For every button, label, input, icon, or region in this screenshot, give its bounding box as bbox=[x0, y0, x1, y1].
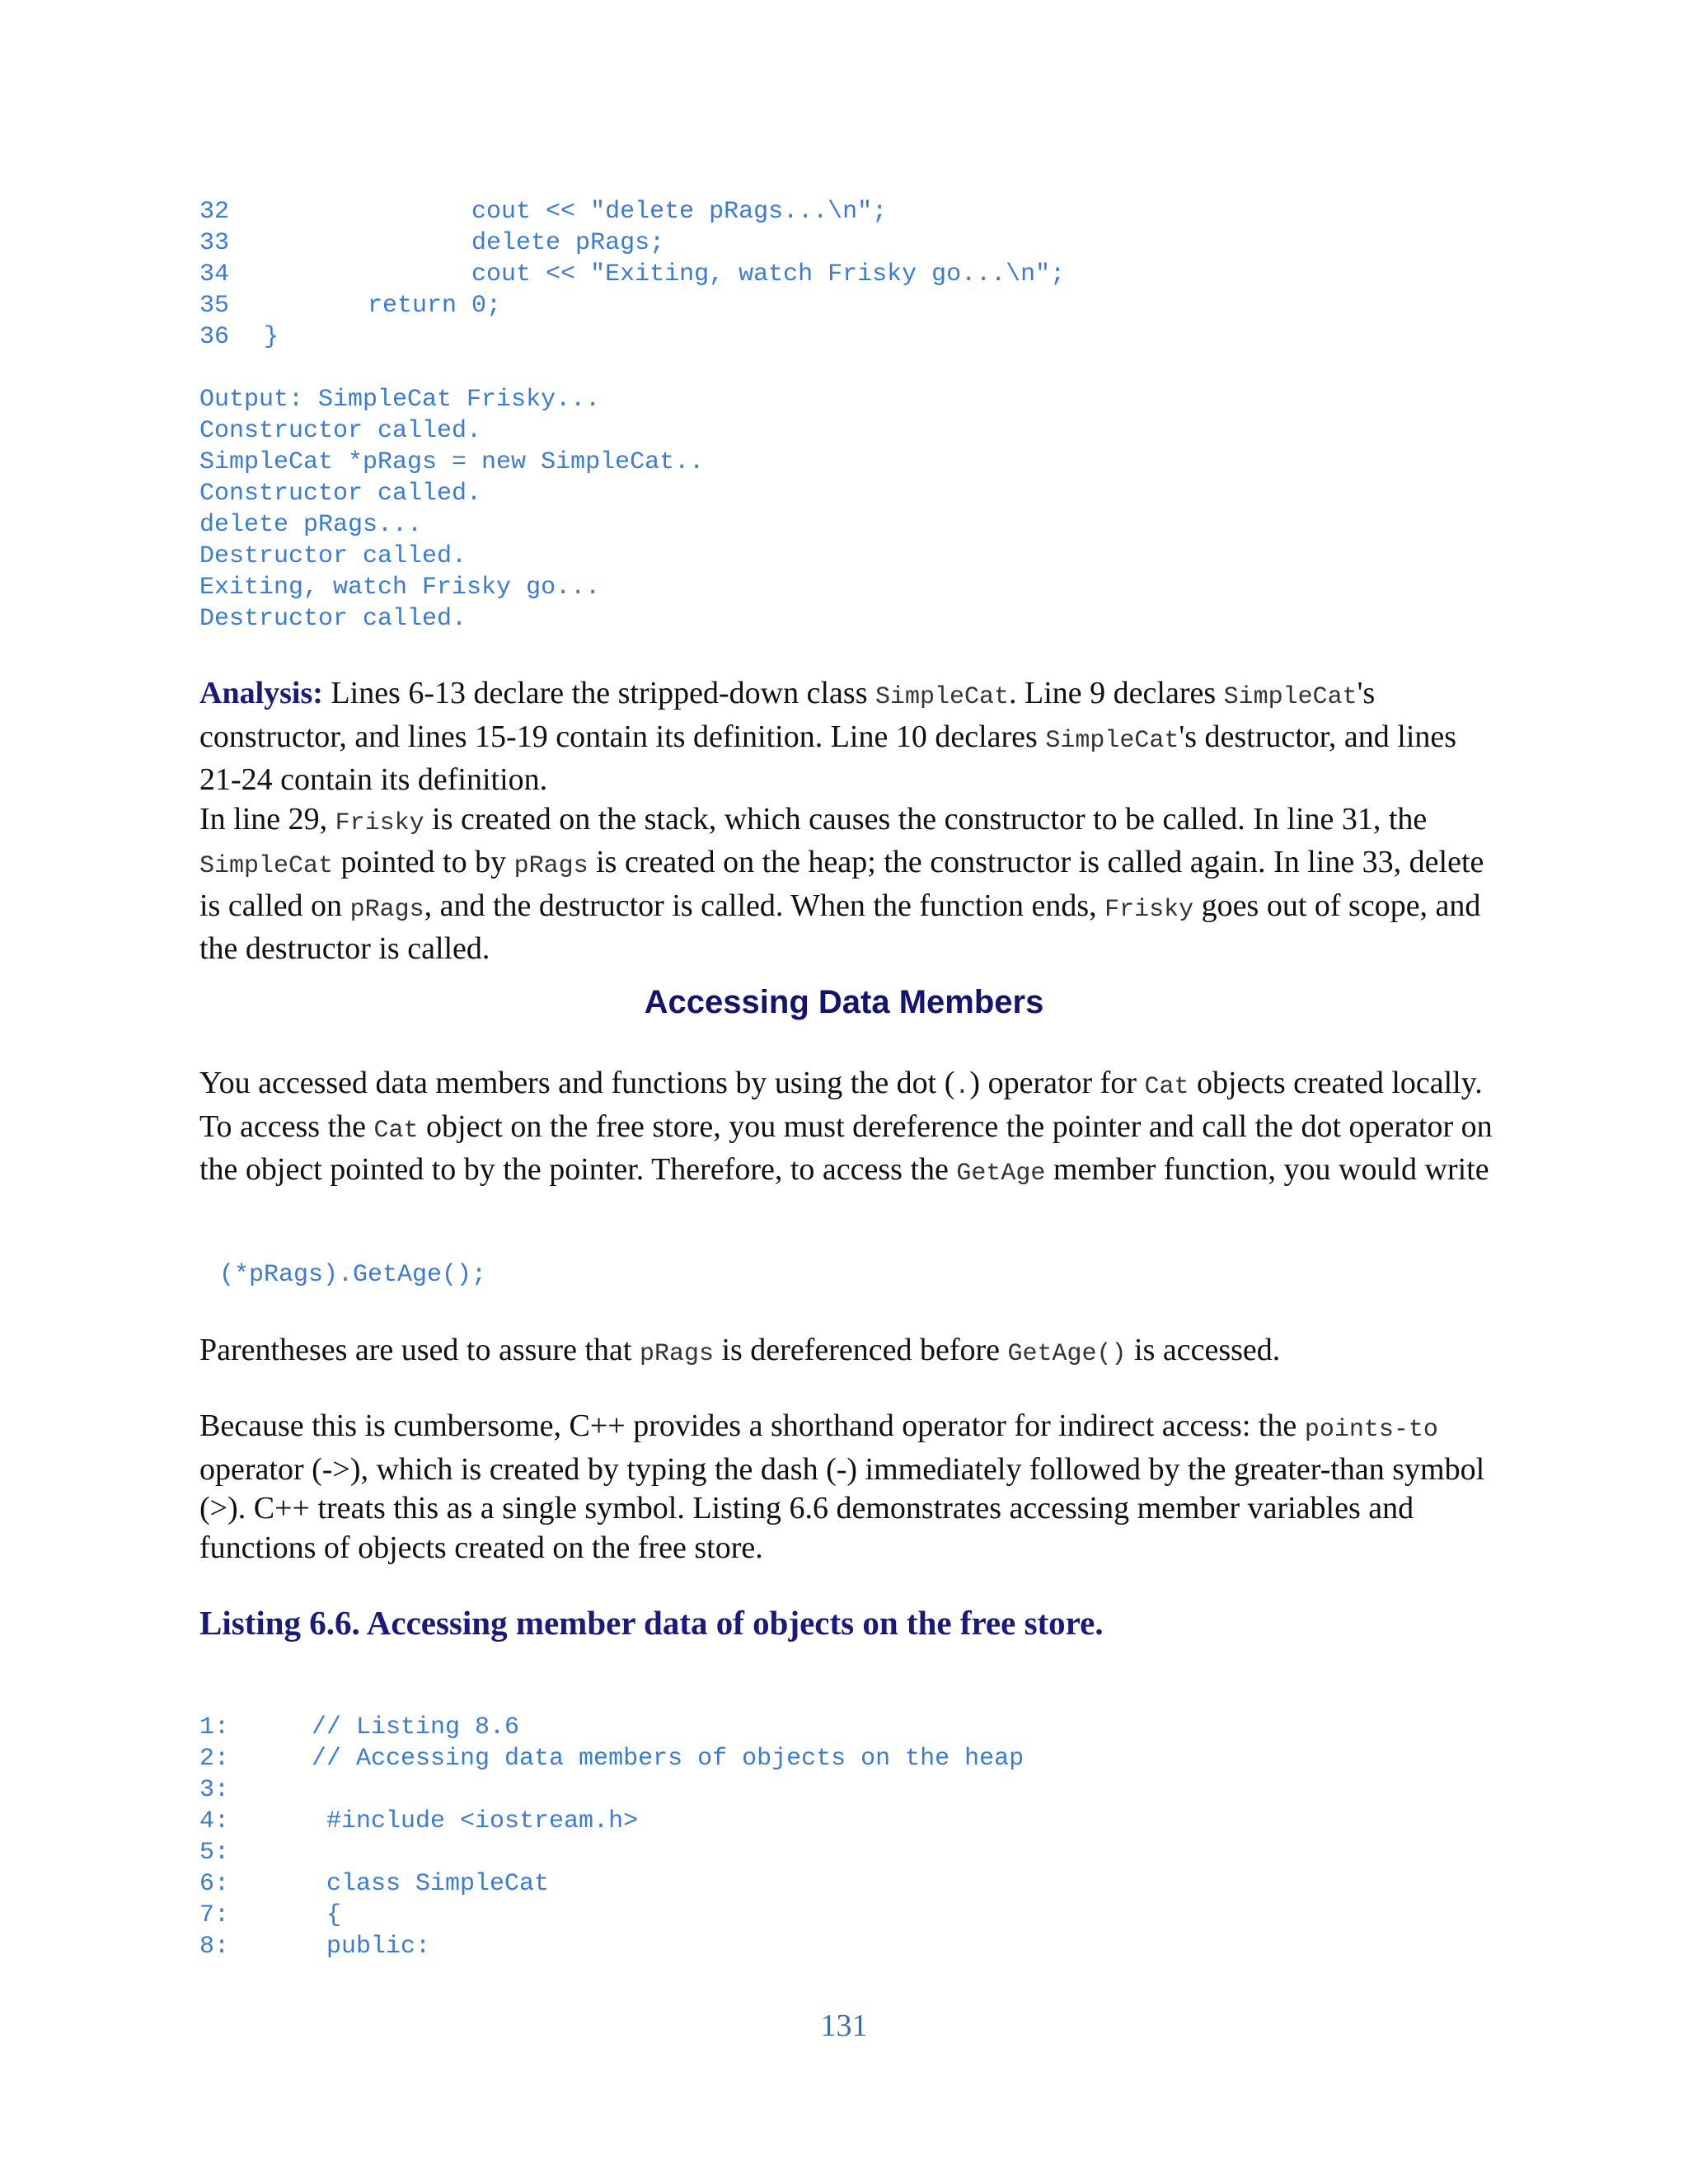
paragraph bbox=[199, 1331, 1493, 1375]
code-line bbox=[199, 321, 1065, 353]
text-run: , and the destructor is called. When the function ends, bbox=[424, 888, 1105, 923]
text-run: is created on the stack, which causes the constructor to be called. In line 31, the bbox=[424, 801, 1428, 837]
snippet-text: (*pRags).GetAge(); bbox=[219, 1261, 487, 1289]
text-run: member function, you would write bbox=[1045, 1152, 1489, 1187]
text-run: Because this is cumbersome, C++ provides a shorthand operator for indirect access: the bbox=[199, 1408, 1305, 1443]
text-run: Lines 6-13 declare the stripped-down class bbox=[322, 676, 875, 710]
code-listing bbox=[199, 1712, 1024, 1962]
code-term: GetAge() bbox=[1007, 1340, 1127, 1368]
output-line: Destructor called. bbox=[199, 605, 467, 633]
body-paragraph-3 bbox=[199, 1407, 1493, 1568]
output-line: Output: SimpleCat Frisky... bbox=[199, 386, 601, 414]
body-paragraph-2 bbox=[199, 1331, 1493, 1375]
code-line bbox=[199, 1774, 1024, 1806]
analysis-paragraph-2 bbox=[199, 800, 1493, 969]
output-line: Exiting, watch Frisky go... bbox=[199, 574, 601, 602]
text-run: . Line 9 declares bbox=[1009, 676, 1224, 710]
paragraph bbox=[199, 1064, 1493, 1194]
code-text: // Accessing data members of objects on the heap bbox=[282, 1745, 1025, 1773]
program-output bbox=[199, 384, 704, 635]
page-number-wrap bbox=[0, 2008, 1688, 2044]
code-term: Cat bbox=[1144, 1073, 1189, 1101]
listing-heading: Listing 6.6. Accessing member data of objects on the free store. bbox=[199, 1604, 1104, 1642]
output-line: SimpleCat *pRags = new SimpleCat.. bbox=[199, 448, 705, 476]
code-text: class SimpleCat bbox=[282, 1870, 550, 1898]
text-run: operator (->), which is created by typing the dash (-) immediately followed by the greater-than symbol (>). C++ treats this as a single symbol. Listing 6.6 demonstrates accessing member variables and functions of objects created on the free store. bbox=[199, 1451, 1485, 1565]
text-run: is dereferenced before bbox=[713, 1333, 1008, 1367]
code-line bbox=[199, 1931, 1024, 1962]
text-run: is accessed. bbox=[1126, 1333, 1281, 1367]
text-run: pointed to by bbox=[333, 845, 514, 879]
paragraph bbox=[199, 1407, 1493, 1568]
listing-heading-wrap bbox=[199, 1603, 1518, 1643]
output-line: Constructor called. bbox=[199, 480, 482, 508]
analysis-label: Analysis: bbox=[199, 676, 323, 710]
line-number: 4: bbox=[199, 1807, 230, 1835]
line-number: 5: bbox=[199, 1839, 230, 1867]
code-line bbox=[199, 1806, 1024, 1837]
line-number: 36 bbox=[199, 323, 230, 351]
line-number: 3: bbox=[199, 1776, 230, 1804]
code-line bbox=[199, 1900, 1024, 1931]
code-line bbox=[199, 290, 1065, 321]
code-term: SimpleCat bbox=[1045, 726, 1179, 755]
code-term: GetAge bbox=[956, 1160, 1046, 1188]
analysis-section bbox=[199, 674, 1493, 969]
code-text: public: bbox=[282, 1933, 431, 1961]
line-number: 35 bbox=[199, 292, 230, 320]
code-line bbox=[199, 1712, 1024, 1743]
code-listing-continued bbox=[199, 196, 1065, 353]
code-text: { bbox=[282, 1901, 342, 1929]
code-line bbox=[199, 259, 1065, 290]
code-term: points-to bbox=[1304, 1416, 1438, 1444]
line-number: 33 bbox=[199, 229, 230, 257]
text-run: object on the free store, you must dereference the pointer and call the dot operator on the object pointed to by the pointer. Therefore, to access the bbox=[199, 1108, 1493, 1187]
code-text: cout << "delete pRags...\n"; bbox=[264, 198, 888, 226]
line-number: 32 bbox=[199, 198, 230, 226]
code-term: Frisky bbox=[335, 808, 424, 837]
section-heading: Accessing Data Members bbox=[644, 984, 1044, 1020]
body-paragraph-1 bbox=[199, 1064, 1493, 1194]
code-line bbox=[199, 1743, 1024, 1774]
code-line bbox=[199, 196, 1065, 227]
output-line: delete pRags... bbox=[199, 511, 423, 539]
code-term: pRags bbox=[639, 1340, 714, 1368]
text-run: In line 29, bbox=[199, 801, 335, 837]
code-text: return 0; bbox=[264, 292, 502, 320]
code-text: // Listing 8.6 bbox=[282, 1713, 520, 1741]
output-line: Constructor called. bbox=[199, 417, 482, 445]
code-term: pRags bbox=[349, 895, 424, 924]
text-run: is created on the heap; the constructor is called again. In line 33, delete is called on bbox=[199, 845, 1484, 923]
output-line: Destructor called. bbox=[199, 542, 467, 570]
code-term: Cat bbox=[373, 1116, 419, 1145]
code-line bbox=[199, 1868, 1024, 1900]
code-line bbox=[199, 1837, 1024, 1868]
code-text: #include <iostream.h> bbox=[282, 1807, 639, 1835]
text-run: goes out of scope, and the destructor is called. bbox=[199, 888, 1481, 966]
text-run: 's constructor, and lines 15-19 contain its definition. Line 10 declares bbox=[199, 676, 1376, 754]
code-term: Frisky bbox=[1104, 895, 1194, 924]
code-snippet bbox=[219, 1259, 486, 1291]
code-term: SimpleCat bbox=[1223, 683, 1357, 711]
line-number: 34 bbox=[199, 260, 230, 288]
code-term: SimpleCat bbox=[199, 852, 334, 880]
section-heading-wrap bbox=[0, 984, 1688, 1021]
text-run: 's destructor, and lines 21-24 contain its definition. bbox=[199, 719, 1457, 797]
analysis-paragraph-1 bbox=[199, 674, 1493, 800]
text-run: objects created locally. To access the bbox=[199, 1066, 1483, 1144]
line-number: 6: bbox=[199, 1870, 230, 1898]
code-line bbox=[199, 227, 1065, 259]
line-number: 8: bbox=[199, 1933, 230, 1961]
line-number: 1: bbox=[199, 1713, 230, 1741]
code-text: delete pRags; bbox=[264, 229, 665, 257]
code-text: cout << "Exiting, watch Frisky go...\n"; bbox=[264, 260, 1066, 288]
page-number: 131 bbox=[820, 2008, 868, 2043]
code-term: . bbox=[954, 1073, 970, 1101]
code-text: } bbox=[264, 323, 279, 351]
code-term: SimpleCat bbox=[875, 683, 1010, 711]
text-run: ) operator for bbox=[969, 1066, 1145, 1100]
text-run: Parentheses are used to assure that bbox=[199, 1333, 640, 1367]
line-number: 2: bbox=[199, 1745, 230, 1773]
line-number: 7: bbox=[199, 1901, 230, 1929]
code-term: pRags bbox=[513, 852, 588, 880]
text-run: You accessed data members and functions by using the dot ( bbox=[199, 1066, 955, 1100]
